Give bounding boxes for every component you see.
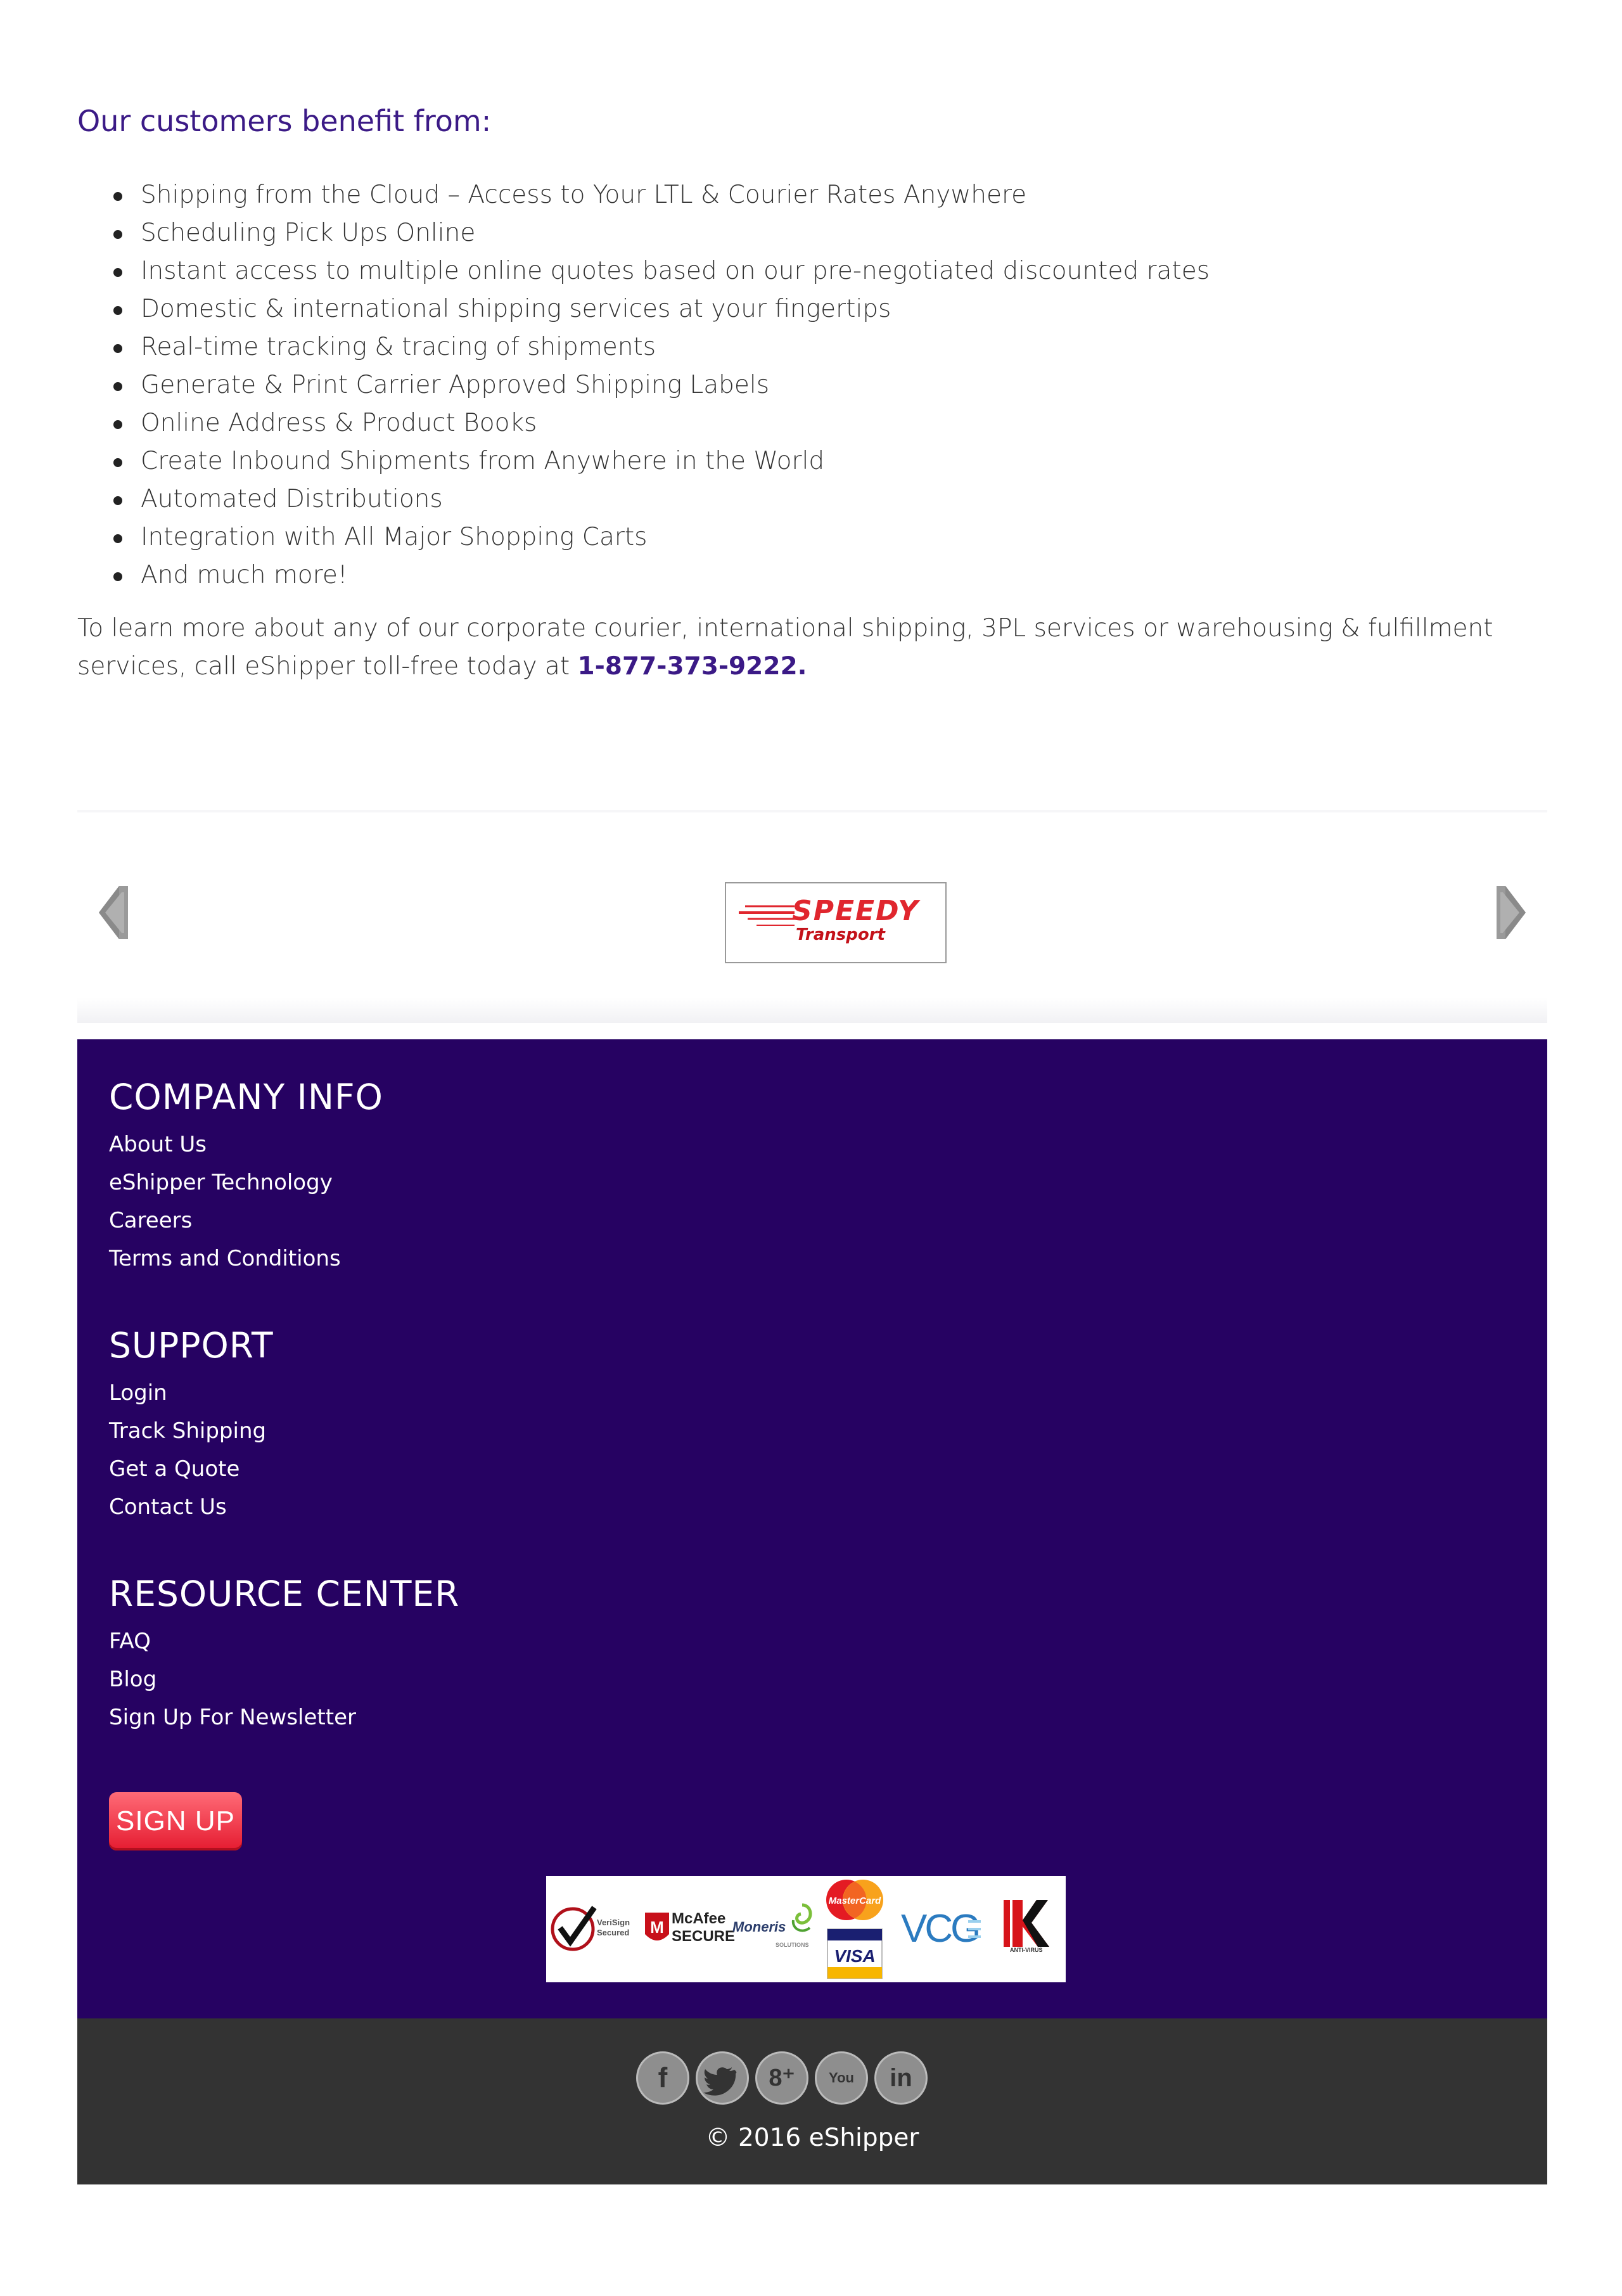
chevron-left-icon — [90, 881, 134, 944]
list-item: Integration with All Major Shopping Carts — [77, 518, 1210, 556]
partner-carousel — [77, 810, 1547, 1023]
footer-link-blog[interactable]: Blog — [109, 1667, 157, 1692]
bullet-icon — [113, 534, 122, 543]
footer-link-contact-us[interactable]: Contact Us — [109, 1494, 227, 1520]
list-item: Generate & Print Carrier Approved Shipping Labels — [77, 366, 1210, 404]
carousel-next-button[interactable] — [1490, 881, 1535, 944]
moneris-badge: Moneris SOLUTIONS — [731, 1876, 819, 1982]
linkedin-icon[interactable]: in — [874, 2051, 928, 2105]
youtube-icon[interactable]: You — [815, 2051, 868, 2105]
company-info-title: COMPANY INFO — [109, 1077, 383, 1117]
support-links — [109, 1374, 274, 1526]
footer-bottom-bar — [77, 2018, 1547, 2184]
list-item: Online Address & Product Books — [77, 404, 1210, 442]
resource-center-section — [109, 1572, 459, 1736]
bullet-icon — [113, 268, 122, 277]
list-item: Create Inbound Shipments from Anywhere in the World — [77, 442, 1210, 480]
bullet-icon — [113, 420, 122, 429]
footer-link-eshipper-technology[interactable]: eShipper Technology — [109, 1170, 333, 1195]
moneris-swirl-icon — [788, 1901, 816, 1937]
bullet-icon — [113, 306, 122, 315]
verisign-badge: VeriSign Secured — [546, 1876, 641, 1982]
speed-lines-icon — [739, 901, 796, 933]
chevron-right-icon — [1490, 881, 1535, 944]
logo-subtitle: Transport — [796, 925, 885, 944]
mastercard-icon — [820, 1876, 890, 1927]
resource-center-links — [109, 1622, 459, 1736]
list-item: And much more! — [77, 556, 1210, 594]
footer-link-newsletter[interactable]: Sign Up For Newsletter — [109, 1705, 356, 1730]
footer-link-track-shipping[interactable]: Track Shipping — [109, 1418, 267, 1444]
list-item: Real-time tracking & tracing of shipments — [77, 328, 1210, 366]
support-section — [109, 1323, 274, 1526]
facebook-icon[interactable]: f — [636, 2051, 689, 2105]
google-plus-icon[interactable]: 8⁺ — [755, 2051, 808, 2105]
card-logos-badge — [820, 1876, 890, 1982]
phone-number-link[interactable]: 1-877-373-9222. — [577, 652, 807, 681]
mcafee-shield-icon — [641, 1876, 673, 1982]
list-item: Instant access to multiple online quotes based on our pre-negotiated discounted rates — [77, 252, 1210, 290]
svg-text:MasterCard: MasterCard — [828, 1895, 881, 1906]
twitter-bird-icon — [698, 2053, 747, 2103]
svg-text:M: M — [650, 1918, 664, 1937]
bullet-icon — [113, 458, 122, 467]
bullet-icon — [113, 496, 122, 505]
support-title: SUPPORT — [109, 1325, 274, 1366]
bullet-icon — [113, 230, 122, 239]
footer-link-login[interactable]: Login — [109, 1380, 167, 1406]
company-info-section — [109, 1075, 383, 1278]
footer-link-about-us[interactable]: About Us — [109, 1132, 207, 1157]
kaspersky-badge: ANTI-VIRUS — [991, 1876, 1061, 1982]
twitter-icon[interactable] — [696, 2051, 749, 2105]
footer-link-get-quote[interactable]: Get a Quote — [109, 1456, 240, 1482]
learn-more-paragraph: To learn more about any of our corporate courier, international shipping, 3PL services or warehousing & fulfillment services, call eShipper toll-free today at 1-877-373-9222. — [77, 614, 1493, 681]
list-item: Domestic & international shipping services at your fingertips — [77, 290, 1210, 328]
benefits-list — [77, 176, 1210, 594]
list-item: Automated Distributions — [77, 480, 1210, 518]
footer-link-terms[interactable]: Terms and Conditions — [109, 1246, 341, 1271]
bullet-icon — [113, 572, 122, 581]
svg-text:VISA: VISA — [834, 1946, 876, 1966]
mcafee-badge: M McAfee SECURE — [641, 1876, 730, 1982]
company-info-links — [109, 1126, 383, 1278]
bullet-icon — [113, 382, 122, 391]
footer — [77, 1039, 1547, 2018]
vcg-badge: VCG — [896, 1876, 991, 1982]
logo-title: SPEEDY — [792, 895, 920, 927]
carousel-prev-button[interactable] — [90, 881, 134, 944]
list-item: Shipping from the Cloud – Access to Your LTL & Courier Rates Anywhere — [77, 176, 1210, 214]
copyright-text: © 2016 eShipper — [705, 2124, 919, 2152]
footer-link-careers[interactable]: Careers — [109, 1208, 193, 1233]
speedy-transport-logo[interactable] — [725, 882, 947, 963]
bullet-icon — [113, 192, 122, 201]
visa-icon — [820, 1928, 890, 1982]
security-badges — [546, 1876, 1066, 1982]
list-item: Scheduling Pick Ups Online — [77, 214, 1210, 252]
resource-center-title: RESOURCE CENTER — [109, 1574, 460, 1614]
sign-up-button[interactable]: SIGN UP — [109, 1792, 242, 1850]
vcg-lines-icon — [967, 1916, 982, 1942]
benefits-heading: Our customers benefit from: — [77, 104, 492, 138]
bullet-icon — [113, 344, 122, 353]
footer-link-faq[interactable]: FAQ — [109, 1629, 151, 1654]
kaspersky-k-icon — [991, 1876, 1061, 1982]
